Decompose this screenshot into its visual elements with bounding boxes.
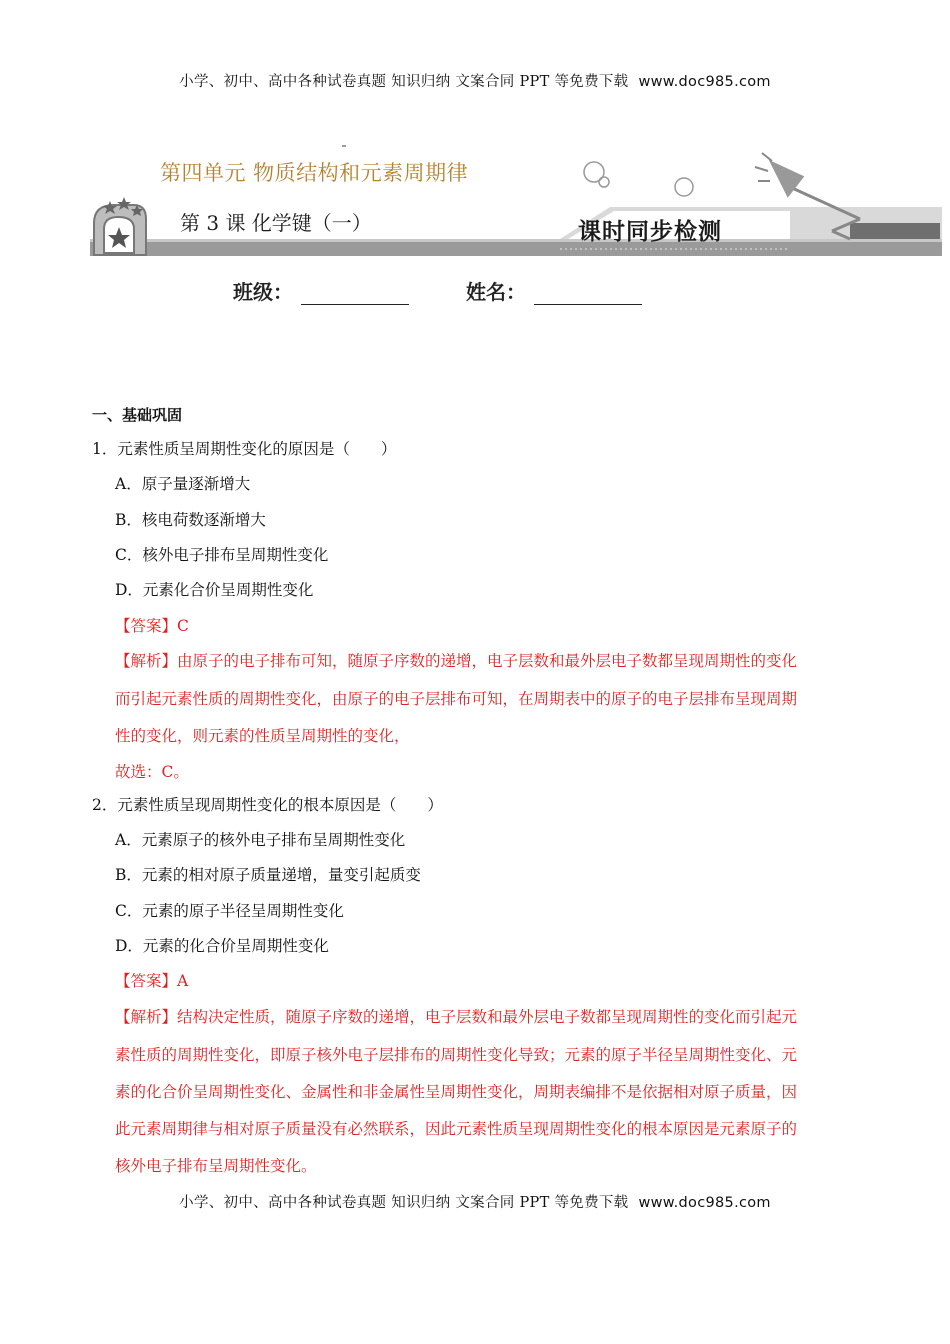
- question-1-option-c: C．核外电子排布呈周期性变化: [115, 546, 329, 564]
- question-2-analysis-line-3: 素的化合价呈周期性变化、金属性和非金属性呈周期性变化，周期表编排不是依据相对原子质量，因: [115, 1083, 798, 1101]
- analysis-tag: 【解析】: [115, 652, 178, 670]
- class-label: 班级：: [233, 280, 293, 304]
- page-footer-site[interactable]: www.doc985.com: [638, 1195, 771, 1211]
- question-1-analysis-line-3: 性的变化，则元素的性质呈周期性的变化，: [115, 727, 410, 745]
- answer-tag: 【答案】: [115, 972, 178, 990]
- question-2-analysis-line-4: 此元素周期律与相对原子质量没有必然联系，因此元素性质呈现周期性变化的根本原因是元素原子的: [115, 1120, 798, 1138]
- banner-bar: [90, 242, 942, 256]
- question-2-analysis-line-2: 素性质的周期性变化，即原子核外电子层排布的周期性变化导致；元素的原子半径呈周期性变化、元: [115, 1046, 798, 1064]
- lesson-title: 第 3 课 化学键（一）: [180, 211, 372, 235]
- page-header-text: 小学、初中、高中各种试卷真题 知识归纳 文案合同 PPT 等免费下载: [179, 74, 629, 90]
- question-1-option-b: B．核电荷数逐渐增大: [115, 511, 266, 529]
- analysis-tag: 【解析】: [115, 1008, 178, 1026]
- badge-title: 课时同步检测: [578, 218, 722, 245]
- answer-tag: 【答案】: [115, 617, 178, 635]
- question-2-stem: 2．元素性质呈现周期性变化的根本原因是（ ）: [92, 796, 443, 814]
- question-1-stem: 1．元素性质呈周期性变化的原因是（ ）: [92, 440, 397, 458]
- question-1-analysis-line-4: 故选：C。: [115, 763, 189, 781]
- page-footer-text: 小学、初中、高中各种试卷真题 知识归纳 文案合同 PPT 等免费下载: [179, 1195, 629, 1211]
- banner-graphics: [90, 135, 945, 265]
- answer-value: A: [177, 972, 189, 990]
- class-input-blank[interactable]: [301, 282, 409, 305]
- question-2-analysis-line-5: 核外电子排布呈周期性变化。: [115, 1157, 317, 1175]
- question-2-option-a: A．元素原子的核外电子排布呈周期性变化: [115, 831, 406, 849]
- question-2-option-b: B．元素的相对原子质量递增，量变引起质变: [115, 866, 421, 884]
- star-badge-icon: [94, 197, 146, 255]
- name-input-blank[interactable]: [534, 282, 642, 305]
- class-field: [233, 276, 409, 305]
- section-title: 一、基础巩固: [92, 406, 183, 424]
- question-2-option-d: D．元素的化合价呈周期性变化: [115, 937, 329, 955]
- question-2-answer: [115, 969, 188, 991]
- page-footer: [0, 1191, 950, 1212]
- question-2-analysis-line-1: 【解析】结构决定性质，随原子序数的递增，电子层数和最外层电子数都呈现周期性的变化而引起元: [115, 1008, 798, 1026]
- answer-value: C: [177, 617, 189, 635]
- question-1-analysis-line-1: 【解析】由原子的电子排布可知，随原子序数的递增，电子层数和最外层电子数都呈现周期性的变化: [115, 652, 798, 670]
- question-1-option-a: A．原子量逐渐增大: [115, 475, 251, 493]
- bubble-icon: [584, 162, 604, 182]
- question-1-analysis-line-2: 而引起元素性质的周期性变化，由原子的电子层排布可知，在周期表中的原子的电子层排布呈现周期: [115, 690, 798, 708]
- page-header: [0, 70, 950, 91]
- name-label: 姓名：: [466, 280, 526, 304]
- lesson-banner: [90, 135, 945, 265]
- name-field: [466, 276, 642, 305]
- page-header-site[interactable]: www.doc985.com: [638, 74, 771, 90]
- unit-title: 第四单元 物质结构和元素周期律: [160, 161, 469, 185]
- question-1-answer: [115, 614, 189, 636]
- question-1-option-d: D．元素化合价呈周期性变化: [115, 581, 314, 599]
- question-2-option-c: C．元素的原子半径呈周期性变化: [115, 902, 344, 920]
